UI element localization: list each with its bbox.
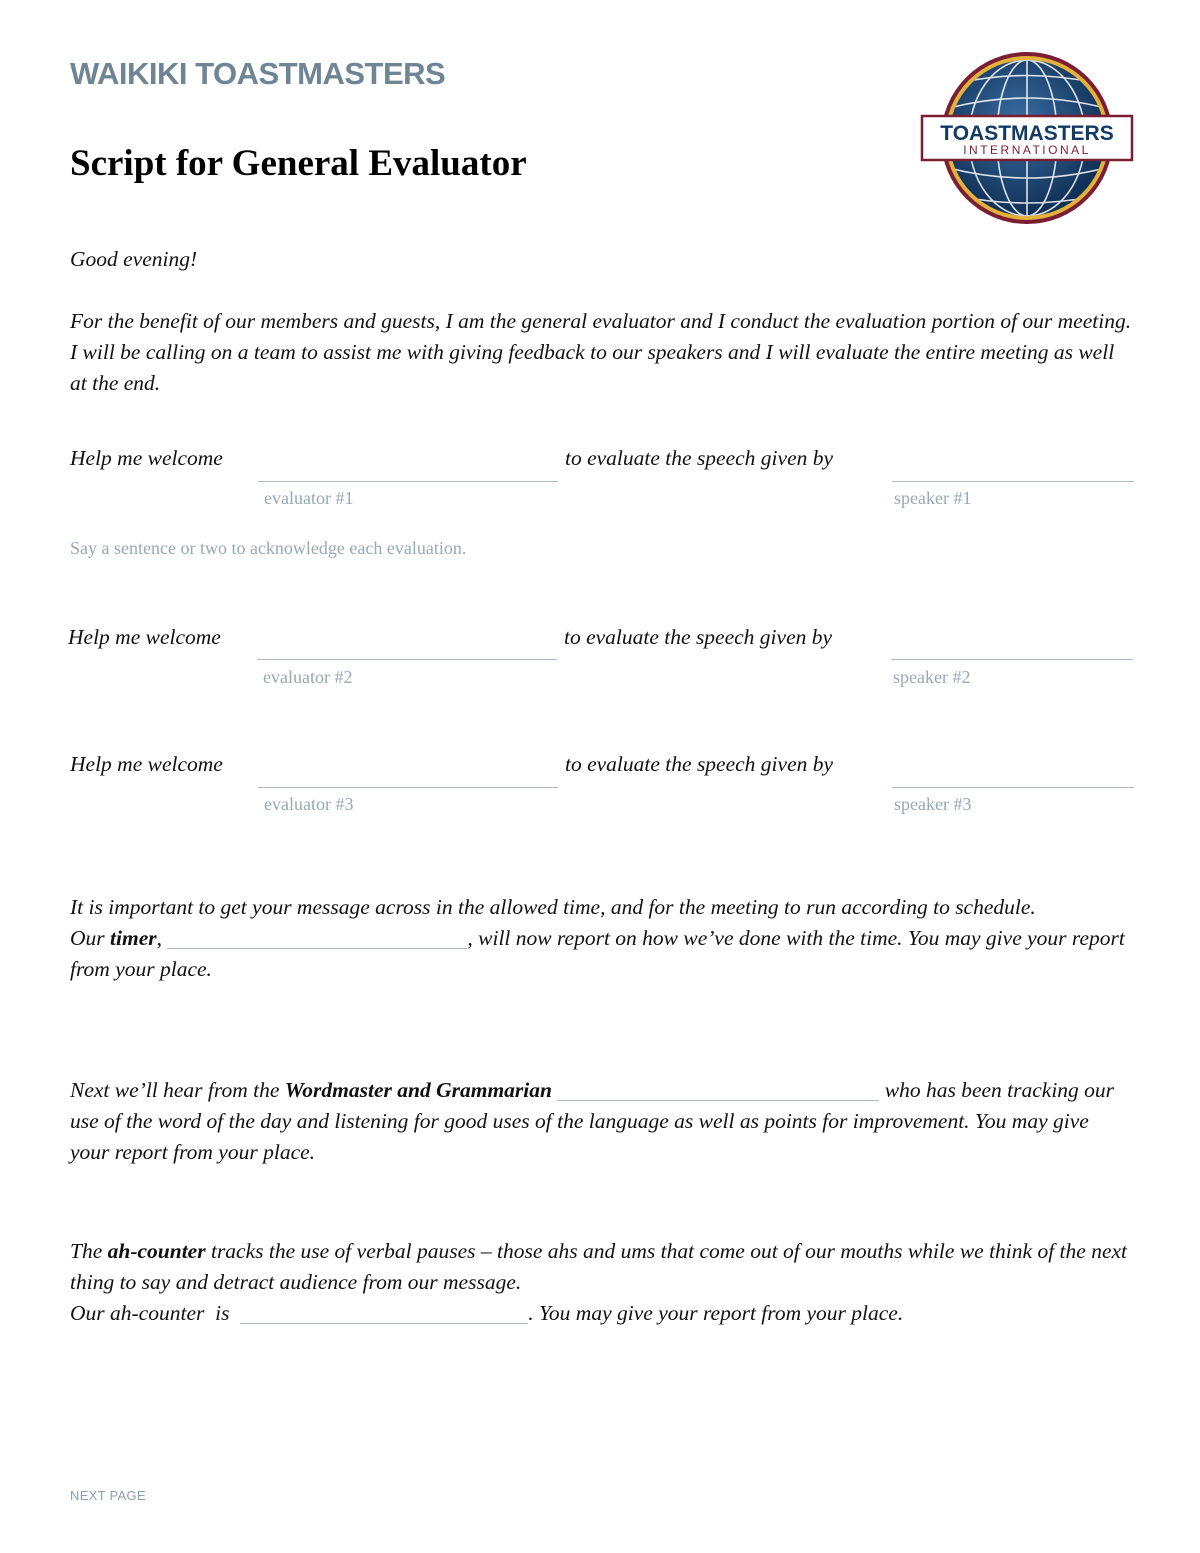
timer-role: timer [110,926,157,950]
ahcounter-line2-suffix: . You may give your report from your place. [528,1301,904,1325]
evaluate-speech-text-3: to evaluate the speech given by [565,752,834,776]
speaker-2-blank[interactable] [891,659,1133,660]
timer-comma: , [156,926,162,950]
wordmaster-role: Wordmaster and Grammarian [284,1078,552,1102]
timer-suffix: , will now report on how we’ve done with the time. You may give your report from your place. [70,926,1125,981]
evaluator-3-blank[interactable] [258,787,558,788]
welcome-text-1: Help me welcome [70,446,223,470]
ahcounter-prefix: The [70,1239,108,1263]
wordmaster-suffix: who has been tracking our use of the word of the day and listening for good uses of the language as well as points for improvement. You may give your report from your place. [70,1078,1115,1164]
next-page-link[interactable]: NEXT PAGE [70,1488,146,1503]
speaker-1-caption: speaker #1 [894,488,972,508]
evaluate-speech-text-1: to evaluate the speech given by [565,446,834,470]
evaluator-2-caption: evaluator #2 [263,667,353,687]
timer-name-blank[interactable] [167,928,467,949]
timer-prefix: Our [70,926,111,950]
greeting: Good evening! [70,247,198,271]
logo-text-line1: TOASTMASTERS [940,122,1114,145]
evaluator-2-blank[interactable] [257,659,557,660]
timer-paragraph [70,892,1132,985]
intro-paragraph: For the benefit of our members and guests, I am the general evaluator and I conduct the evaluation portion of our meeting. I will be calling on a team to assist me with giving feedback to our speakers and I will evaluate the entire meeting as well at the end. [70,309,1132,395]
evaluate-speech-text-2: to evaluate the speech given by [564,625,833,649]
ahcounter-description: tracks the use of verbal pauses – those ahs and ums that come out of our mouths while we think of the next thing to say and detract audience from our message. [70,1239,1127,1294]
logo-text-line2: INTERNATIONAL [963,143,1091,157]
evaluator-1-caption: evaluator #1 [264,488,354,508]
speaker-3-blank[interactable] [892,787,1134,788]
wordmaster-name-blank[interactable] [557,1080,879,1101]
timer-intro: It is important to get your message across in the allowed time, and for the meeting to run according to schedule. [70,895,1036,919]
club-name: WAIKIKI TOASTMASTERS [70,56,446,91]
welcome-text-3: Help me welcome [70,752,223,776]
evaluator-3-caption: evaluator #3 [264,794,354,814]
wordmaster-paragraph [70,1075,1132,1168]
acknowledge-hint: Say a sentence or two to acknowledge each evaluation. [70,538,467,558]
page-title: Script for General Evaluator [70,143,527,184]
ahcounter-name-blank[interactable] [240,1303,528,1324]
welcome-text-2: Help me welcome [68,625,221,649]
ahcounter-paragraph [70,1236,1132,1329]
ahcounter-line2-prefix: Our ah-counter is [70,1301,235,1325]
evaluator-1-blank[interactable] [258,481,558,482]
toastmasters-logo [918,48,1136,228]
speaker-2-caption: speaker #2 [893,667,971,687]
speaker-3-caption: speaker #3 [894,794,972,814]
wordmaster-prefix: Next we’ll hear from the [70,1078,285,1102]
ahcounter-role: ah-counter [107,1239,206,1263]
speaker-1-blank[interactable] [892,481,1134,482]
